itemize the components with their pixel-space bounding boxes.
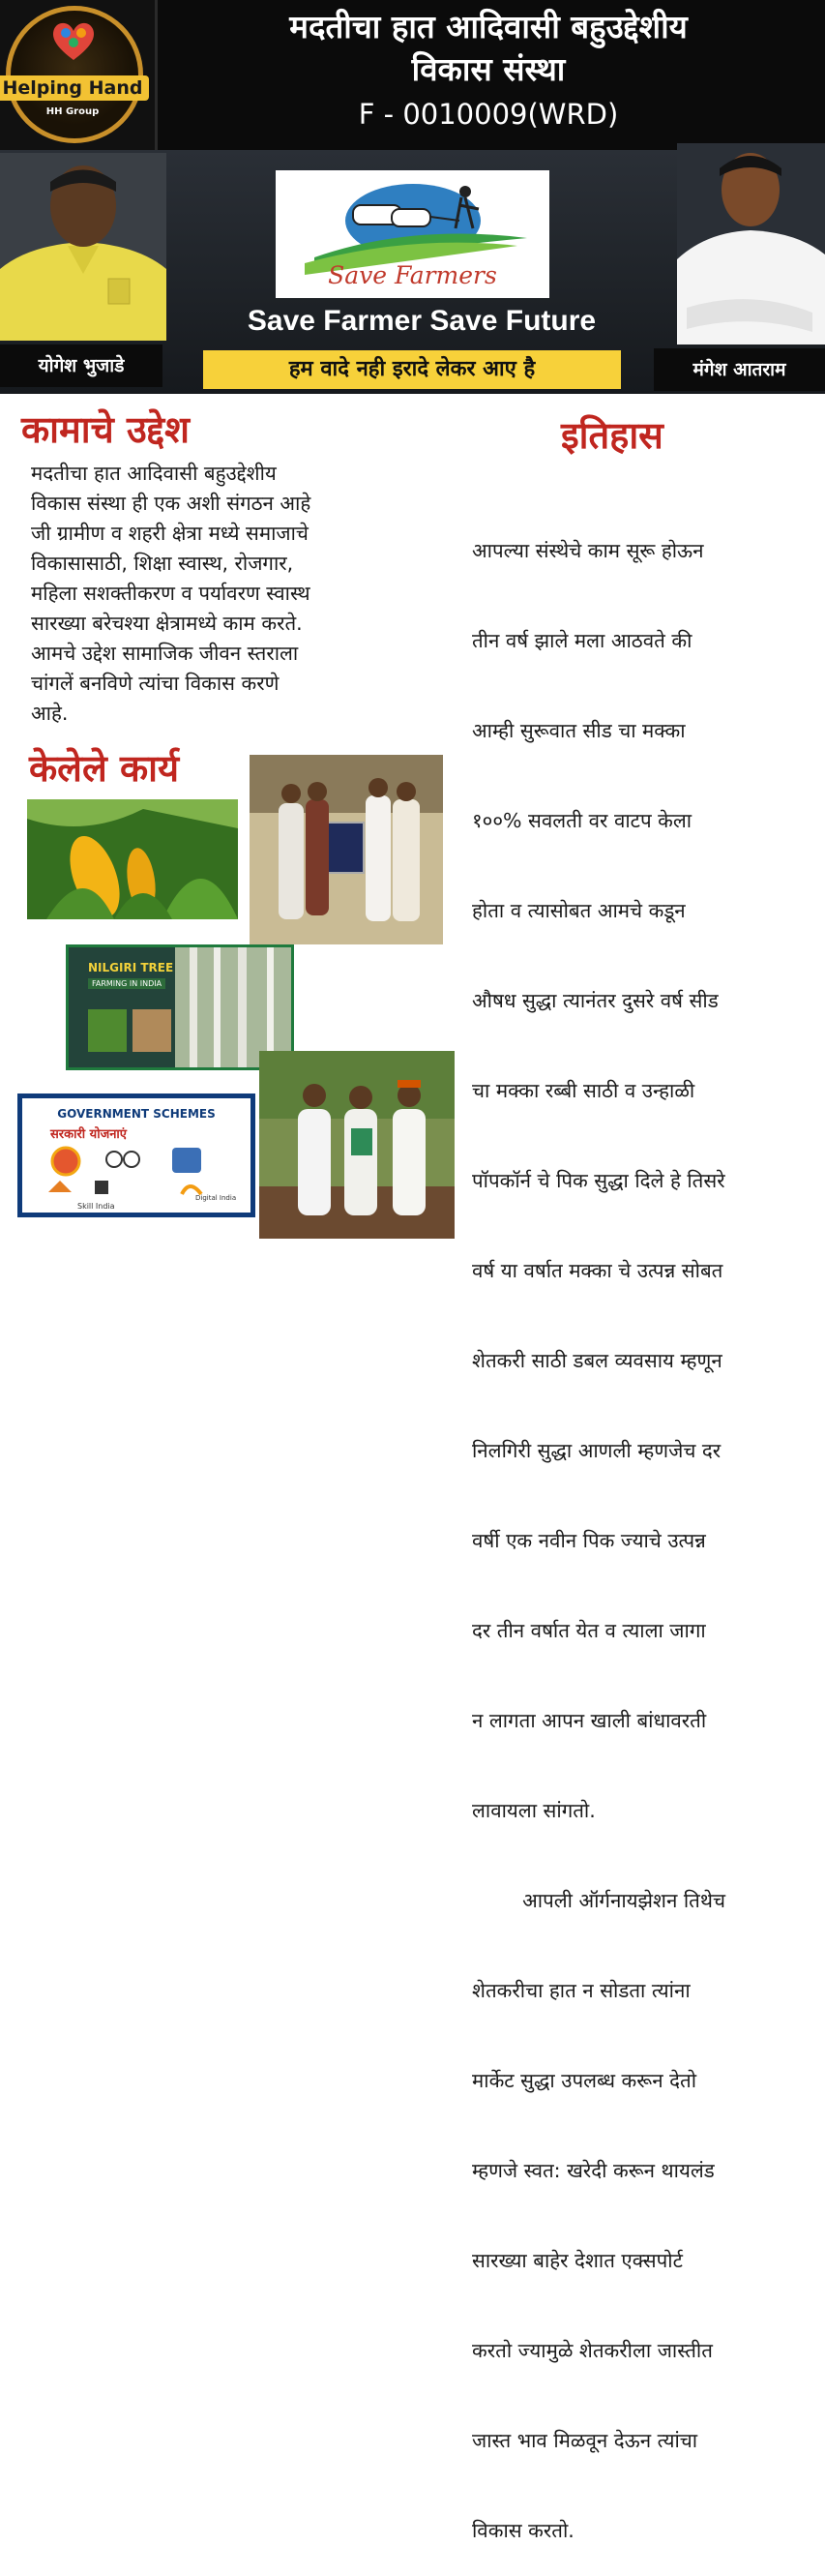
corn-crop-image bbox=[27, 799, 238, 919]
history-line: निलगिरी सुद्धा आणली म्हणजेच दर bbox=[472, 1439, 722, 1462]
person-name-right: मंगेश आतराम bbox=[654, 348, 825, 391]
history-line: वर्षी एक नवीन पिक ज्याचे उत्पन्न bbox=[472, 1529, 706, 1552]
history-line: औषध सुद्धा त्यानंतर दुसरे वर्ष सीड bbox=[472, 989, 719, 1012]
tagline: हम वादे नही इरादे लेकर आए है bbox=[203, 350, 621, 389]
logo-subtext: HH Group bbox=[45, 106, 100, 117]
history-line: पॉपकॉर्न चे पिक सुद्धा दिले हे तिसरे bbox=[472, 1169, 725, 1192]
solar-distribution-photo bbox=[250, 755, 443, 944]
org-title-line1: मदतीचा हात आदिवासी बहुउद्देशीय bbox=[289, 8, 688, 45]
objective-line: आमचे उद्देश सामाजिक जीवन स्तराला bbox=[31, 642, 299, 665]
farmers-seed-photo bbox=[259, 1051, 455, 1239]
nilgiri-subtitle: FARMING IN INDIA bbox=[88, 978, 165, 989]
objective-line: सारख्या बरेचश्या क्षेत्रामध्ये काम करते. bbox=[31, 612, 303, 635]
skill-india-logo-text: Skill India bbox=[77, 1202, 115, 1211]
history-line: होता व त्यासोबत आमचे कडून bbox=[472, 899, 686, 922]
history-line: शेतकरी साठी डबल व्यवसाय म्हणून bbox=[472, 1349, 722, 1372]
history-line: सारख्या बाहेर देशात एक्सपोर्ट bbox=[472, 2249, 683, 2272]
nilgiri-title: NILGIRI TREE bbox=[88, 961, 174, 974]
organization-title bbox=[160, 6, 817, 91]
history-line: तीन वर्ष झाले मला आठवते की bbox=[472, 629, 692, 652]
history-line: जास्त भाव मिळवून देऊन त्यांचा bbox=[472, 2429, 698, 2452]
history-heading: इतिहास bbox=[561, 414, 663, 457]
objective-line: महिला सशक्तीकरण व पर्यावरण स्वास्थ bbox=[31, 582, 310, 605]
helping-hand-logo bbox=[0, 0, 158, 150]
registration-number: F - 0010009(WRD) bbox=[358, 98, 619, 131]
objective-heading: कामाचे उद्देश bbox=[21, 408, 191, 451]
history-line: लावायला सांगतो. bbox=[472, 1799, 596, 1822]
person-name-left: योगेश भुजाडे bbox=[0, 344, 162, 387]
person-photo-left bbox=[0, 153, 166, 341]
person-photo-right bbox=[677, 143, 825, 344]
history-line: दर तीन वर्षात येत व त्याला जागा bbox=[472, 1619, 706, 1642]
history-line: न लागता आपन खाली बांधावरती bbox=[472, 1709, 707, 1732]
history-line: आपली ऑर्गनायझेशन तिथेच bbox=[472, 1889, 725, 1912]
org-title-line2: विकास संस्था bbox=[411, 50, 566, 88]
history-line: मार्केट सुद्धा उपलब्ध करून देतो bbox=[472, 2069, 697, 2092]
history-line: आपल्या संस्थेचे काम सूरू होऊन bbox=[472, 539, 704, 562]
logo-text: Helping Hand bbox=[0, 75, 149, 101]
gov-schemes-title: GOVERNMENT SCHEMES bbox=[57, 1107, 216, 1121]
history-line: आम्ही सुरूवात सीड चा मक्का bbox=[472, 719, 686, 742]
government-schemes-image bbox=[17, 1093, 255, 1217]
gov-schemes-subtitle: सरकारी योजनाएं bbox=[50, 1127, 127, 1142]
digital-india-logo-text: Digital India bbox=[195, 1194, 237, 1202]
history-line: वर्ष या वर्षात मक्का चे उत्पन्न सोबत bbox=[472, 1259, 723, 1282]
objective-line: मदतीचा हात आदिवासी बहुउद्देशीय bbox=[31, 462, 277, 485]
objective-line: विकासासाठी, शिक्षा स्वास्थ, रोजगार, bbox=[31, 552, 294, 575]
slogan: Save Farmer Save Future bbox=[247, 305, 597, 337]
heart-hands-icon bbox=[48, 17, 99, 64]
history-line: १००% सवलती वर वाटप केला bbox=[472, 809, 692, 832]
history-line: म्हणजे स्वत: खरेदी करून थायलंड bbox=[472, 2159, 715, 2182]
save-farmers-logo-text: Save Farmers bbox=[328, 261, 497, 289]
objective-line: चांगलें बनविणे त्यांचा विकास करणे bbox=[31, 672, 280, 695]
history-text bbox=[472, 476, 818, 2576]
history-line: करतो ज्यामुळे शेतकरीला जास्तीत bbox=[472, 2339, 713, 2362]
objective-line: जी ग्रामीण व शहरी क्षेत्रा मध्ये समाजाचे bbox=[31, 522, 309, 545]
history-line: चा मक्का रब्बी साठी व उन्हाळी bbox=[472, 1079, 695, 1102]
history-line: विकास करतो. bbox=[472, 2519, 575, 2542]
work-heading: केलेले कार्य bbox=[29, 747, 180, 790]
history-line: शेतकरीचा हात न सोडता त्यांना bbox=[472, 1979, 691, 2002]
objective-line: विकास संस्था ही एक अशी संगठन आहे bbox=[31, 492, 311, 515]
objective-text bbox=[31, 459, 437, 729]
objective-line: आहे. bbox=[31, 702, 69, 725]
